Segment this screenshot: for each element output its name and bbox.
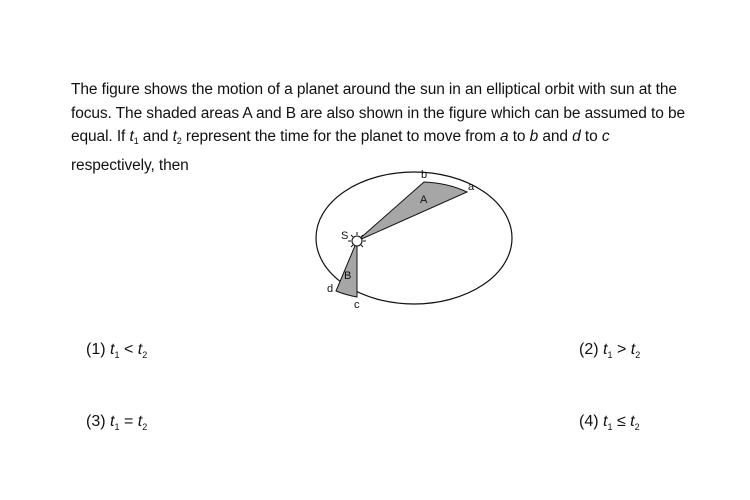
option-2[interactable] — [579, 341, 640, 360]
label-a: a — [468, 181, 475, 193]
option-number: (2) — [579, 341, 599, 358]
option-1[interactable] — [86, 341, 147, 360]
orbit-diagram — [300, 166, 530, 316]
question-part: to — [508, 128, 530, 145]
question-part: The figure shows the motion of a planet around the sun in an elliptical orbit with sun at the focus. The shaded areas A and B are also shown in the figure which can be assumed to be equal. If — [71, 81, 685, 145]
var-t: t — [137, 341, 143, 358]
subscript-1: 1 — [607, 350, 613, 360]
subscript-2: 2 — [142, 350, 148, 360]
option-3[interactable] — [86, 413, 147, 432]
var-t: t — [603, 341, 608, 358]
subscript-2: 2 — [142, 422, 148, 432]
subscript-2: 2 — [635, 350, 641, 360]
operator: ≤ — [616, 413, 626, 430]
option-number: (4) — [579, 413, 599, 430]
question-text — [71, 78, 689, 177]
label-s: S — [341, 230, 349, 242]
question-part: to — [580, 128, 602, 145]
label-area-b: B — [344, 270, 352, 282]
question-part: and — [538, 128, 573, 145]
label-d: d — [327, 283, 334, 295]
var-t: t — [630, 341, 636, 358]
operator: = — [123, 413, 134, 430]
subscript-1: 1 — [114, 422, 120, 432]
operator: > — [616, 341, 627, 358]
subscript-1: 1 — [133, 136, 139, 146]
option-number: (1) — [86, 341, 106, 358]
var-t: t — [630, 413, 635, 430]
label-b: b — [421, 169, 428, 181]
var-t: t — [603, 413, 608, 430]
question-part: and — [138, 128, 173, 145]
var-t: t — [129, 128, 134, 145]
var-b: b — [529, 128, 539, 145]
orbit-figure — [300, 166, 530, 316]
var-a: a — [499, 128, 509, 145]
subscript-2: 2 — [634, 422, 640, 432]
question-part: respectively, then — [71, 156, 189, 174]
operator: < — [123, 341, 134, 358]
var-t: t — [172, 128, 177, 145]
shaded-area-a — [357, 182, 467, 241]
var-t: t — [137, 413, 143, 430]
var-d: d — [572, 128, 581, 145]
var-t: t — [110, 341, 115, 358]
sun-icon — [348, 232, 366, 250]
var-c: c — [601, 128, 610, 145]
subscript-1: 1 — [607, 422, 613, 432]
label-c: c — [354, 299, 360, 311]
subscript-2: 2 — [176, 136, 182, 146]
subscript-1: 1 — [114, 350, 120, 360]
option-4[interactable] — [579, 413, 640, 432]
question-part: represent the time for the planet to move from — [181, 128, 500, 145]
label-area-a: A — [420, 194, 428, 206]
var-t: t — [110, 413, 115, 430]
shaded-area-b — [336, 241, 357, 297]
option-number: (3) — [86, 413, 106, 430]
